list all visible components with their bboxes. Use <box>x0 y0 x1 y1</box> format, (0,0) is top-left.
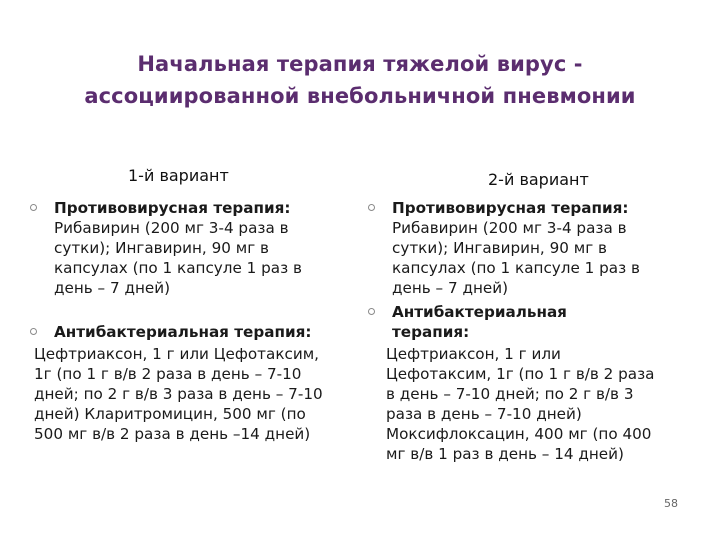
page-number: 58 <box>664 497 678 510</box>
slide-title-line-1: Начальная терапия тяжелой вирус - <box>137 52 583 76</box>
bullet-circle-icon <box>368 204 375 211</box>
variant-1-column <box>28 198 333 444</box>
variant-1-label: 1-й вариант <box>128 166 229 185</box>
variant-2-label: 2-й вариант <box>488 170 589 189</box>
variant-2-antibacterial-text: Цефтриаксон, 1 г или Цефотаксим, 1г (по 1 г в/в 2 раза в день – 7-10 дней; по 2 г в/в 3 раза в день – 7-10 дней) Моксифлоксацин, 400 мг (по 400 мг в/в 1 раз в день – 14 дней) <box>386 345 655 463</box>
bullet-circle-icon <box>368 308 375 315</box>
bullet-circle-icon <box>30 204 37 211</box>
bullet-circle-icon <box>30 328 37 335</box>
variant-2-antiviral-item <box>366 198 666 298</box>
variant-2-antiviral-text: Рибавирин (200 мг 3-4 раза в сутки); Ингавирин, 90 мг в капсулах (по 1 капсуле 1 раз в день – 7 дней) <box>392 219 640 297</box>
variant-1-antibacterial-text: Цефтриаксон, 1 г или Цефотаксим, 1г (по 1 г в/в 2 раза в день – 7-10 дней; по 2 г в/в 3 раза в день – 7-10 дней) Кларитромицин, 500 мг (по 500 мг в/в 2 раза в день –14 дней) <box>34 345 323 443</box>
variant-1-antiviral-text: Рибавирин (200 мг 3-4 раза в сутки); Ингавирин, 90 мг в капсулах (по 1 капсуле 1 раз в день – 7 дней) <box>54 219 302 297</box>
slide-title-line-2: ассоциированной внебольничной пневмонии <box>84 84 636 108</box>
variant-2-antibacterial-heading: Антибактериальная терапия: <box>392 303 567 341</box>
variant-2-column <box>366 198 666 464</box>
slide-title <box>40 48 680 112</box>
variant-2-antibacterial-item <box>366 302 607 342</box>
variant-1-antibacterial-heading: Антибактериальная терапия: <box>54 323 312 341</box>
variant-1-antibacterial-item <box>28 322 333 342</box>
variant-2-antiviral-heading: Противовирусная терапия: <box>392 199 629 217</box>
variant-1-antiviral-item <box>28 198 333 298</box>
variant-1-antiviral-heading: Противовирусная терапия: <box>54 199 291 217</box>
